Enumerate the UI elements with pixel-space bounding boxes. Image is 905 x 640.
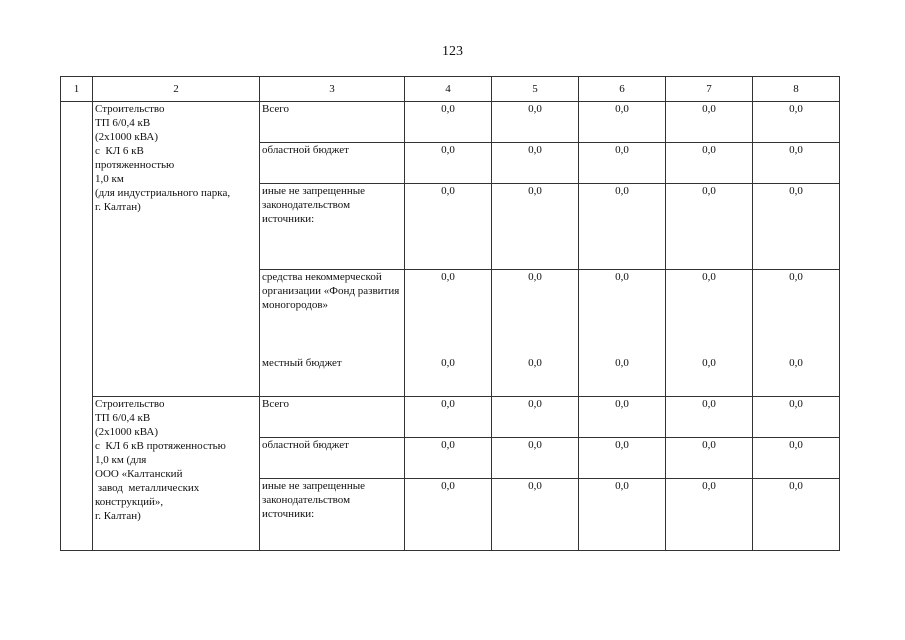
project-name-line: с КЛ 6 кВ протяженностью	[95, 440, 226, 452]
value-cell: 0,0	[579, 356, 666, 397]
value-cell: 0,0	[405, 397, 492, 438]
header-cell-3: 3	[260, 77, 405, 102]
value-cell: 0,0	[492, 356, 579, 397]
budget-table	[60, 76, 840, 551]
value-cell: 0,0	[492, 102, 579, 143]
project-name-line: 1,0 км	[95, 173, 124, 185]
project-name-line: конструкций»,	[95, 496, 164, 508]
project-name-line: Строительство	[95, 398, 165, 410]
value-cell: 0,0	[753, 479, 840, 551]
value-cell: 0,0	[579, 270, 666, 356]
header-cell-5: 5	[492, 77, 579, 102]
project-name-line: с КЛ 6 кВ	[95, 145, 144, 157]
value-cell: 0,0	[666, 356, 753, 397]
table-row	[61, 102, 840, 143]
value-cell: 0,0	[405, 438, 492, 479]
value-cell: 0,0	[492, 438, 579, 479]
value-cell: 0,0	[753, 438, 840, 479]
value-cell: 0,0	[666, 184, 753, 270]
value-cell: 0,0	[405, 479, 492, 551]
value-cell: 0,0	[753, 356, 840, 397]
value-cell: 0,0	[492, 184, 579, 270]
project-name-line: Строительство	[95, 103, 165, 115]
header-cell-1: 1	[61, 77, 93, 102]
source-label: областной бюджет	[260, 438, 405, 479]
header-cell-6: 6	[579, 77, 666, 102]
value-cell: 0,0	[405, 356, 492, 397]
header-cell-7: 7	[666, 77, 753, 102]
project-name-line: ТП 6/0,4 кВ	[95, 117, 151, 129]
source-label: иные не запрещенные законодательством источники:	[260, 184, 405, 270]
page-number: 123	[442, 44, 463, 59]
project-name-line: (2х1000 кВА)	[95, 131, 159, 143]
value-cell: 0,0	[405, 143, 492, 184]
value-cell: 0,0	[666, 143, 753, 184]
value-cell: 0,0	[579, 438, 666, 479]
value-cell: 0,0	[492, 479, 579, 551]
value-cell: 0,0	[666, 397, 753, 438]
project-name-line: завод металлических	[95, 482, 200, 494]
value-cell: 0,0	[579, 397, 666, 438]
project-name-line: (2х1000 кВА)	[95, 426, 159, 438]
source-label: Всего	[260, 397, 405, 438]
value-cell: 0,0	[753, 397, 840, 438]
source-label: местный бюджет	[260, 356, 405, 397]
value-cell: 0,0	[405, 184, 492, 270]
value-cell: 0,0	[666, 270, 753, 356]
value-cell: 0,0	[579, 184, 666, 270]
value-cell: 0,0	[492, 143, 579, 184]
header-row	[61, 77, 840, 102]
value-cell: 0,0	[666, 479, 753, 551]
source-label: Всего	[260, 102, 405, 143]
project-name-line: 1,0 км (для	[95, 454, 147, 466]
value-cell: 0,0	[492, 270, 579, 356]
project-name-cell	[93, 102, 260, 397]
value-cell: 0,0	[753, 184, 840, 270]
project-name-line: (для индустриального парка,	[95, 187, 231, 199]
project-name-line: г. Калтан)	[95, 510, 141, 522]
value-cell: 0,0	[579, 102, 666, 143]
source-label: иные не запрещенные законодательством источники:	[260, 479, 405, 551]
value-cell: 0,0	[405, 270, 492, 356]
project-name-line: протяженностью	[95, 159, 175, 171]
value-cell: 0,0	[579, 479, 666, 551]
value-cell: 0,0	[666, 438, 753, 479]
project-name-cell	[93, 397, 260, 551]
value-cell: 0,0	[753, 143, 840, 184]
value-cell: 0,0	[405, 102, 492, 143]
value-cell: 0,0	[753, 270, 840, 356]
value-cell: 0,0	[666, 102, 753, 143]
header-cell-4: 4	[405, 77, 492, 102]
project-name-line: ТП 6/0,4 кВ	[95, 412, 151, 424]
table-row	[61, 397, 840, 438]
source-label: областной бюджет	[260, 143, 405, 184]
header-cell-2: 2	[93, 77, 260, 102]
project-name-line: г. Калтан)	[95, 201, 141, 213]
value-cell: 0,0	[492, 397, 579, 438]
source-label: средства некоммерческой организации «Фонд развития моногородов»	[260, 270, 405, 356]
header-cell-8: 8	[753, 77, 840, 102]
index-cell	[61, 102, 93, 551]
project-name-line: ООО «Калтанский	[95, 468, 183, 480]
value-cell: 0,0	[753, 102, 840, 143]
value-cell: 0,0	[579, 143, 666, 184]
